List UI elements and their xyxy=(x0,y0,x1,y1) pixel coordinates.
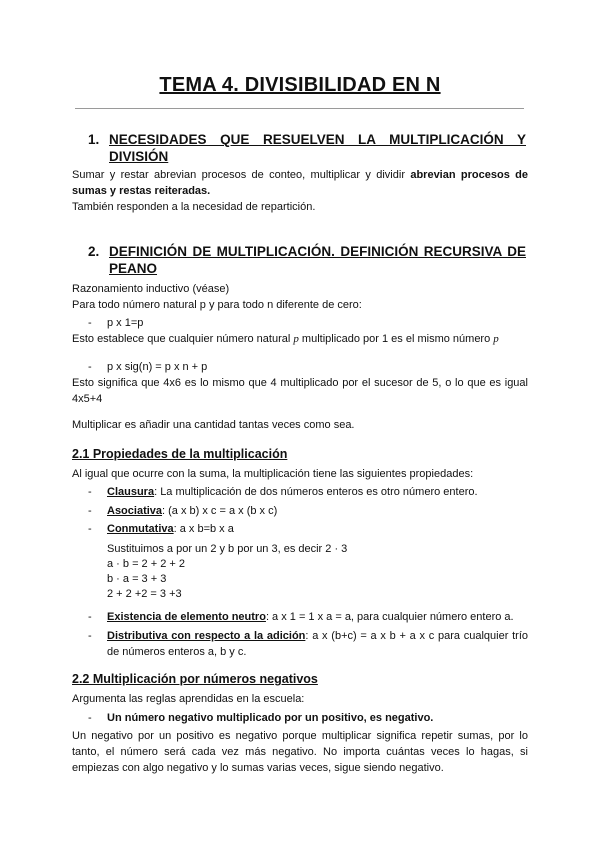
list-item xyxy=(88,315,528,331)
section-2-line-2: Para todo número natural p y para todo n diferente de cero: xyxy=(72,299,362,311)
subsection-2-2-paragraph: Un negativo por un positivo es negativo porque multiplicar significa repetir sumas, por lo tanto, el número será cada vez más negativo. No importa cuántas veces lo hagas, si empiezas con algo negativo y lo sumas varias veces, sigue siendo negativo. xyxy=(72,730,528,774)
subsection-2-2-intro: Argumenta las reglas aprendidas en la escuela: xyxy=(72,693,305,705)
section-2-line-1: Razonamiento inductivo (véase) xyxy=(72,283,230,295)
formula-2-explanation: Esto significa que 4x6 es lo mismo que 4 multiplicado por el sucesor de 5, o lo que es igual 4x5+4 xyxy=(72,377,528,405)
property-label: Asociativa xyxy=(107,505,163,517)
property-label: Clausura xyxy=(107,486,155,498)
property-label: Distributiva con respecto a la adición xyxy=(107,630,306,642)
bullet-dash: - xyxy=(88,712,92,724)
property-text: : a x 1 = 1 x a = a, para cualquier número entero a. xyxy=(265,611,514,623)
formula-1: p x 1=p xyxy=(107,317,144,329)
property-label: Conmutativa xyxy=(107,523,174,535)
example-line: b · a = 3 + 3 xyxy=(107,573,167,585)
example-line: 2 + 2 +2 = 3 +3 xyxy=(107,588,182,600)
variable-p: p xyxy=(293,333,299,345)
explanation-text-mid: multiplicado por 1 es el mismo número xyxy=(298,333,494,345)
bullet-dash: - xyxy=(88,486,92,498)
explanation-text: Esto establece que cualquier número natural xyxy=(72,333,294,345)
list-item xyxy=(88,359,528,375)
property-distributiva xyxy=(88,628,528,660)
rule-item xyxy=(88,710,528,726)
property-conmutativa xyxy=(88,521,528,537)
subsection-2-1-heading: 2.1 Propiedades de la multiplicación xyxy=(72,447,288,461)
section-1-paragraph xyxy=(72,167,528,199)
property-label: Existencia de elemento neutro xyxy=(107,611,266,623)
section-2-number: 2. xyxy=(88,244,100,259)
bullet-dash: - xyxy=(88,361,92,373)
subsection-2-1-intro: Al igual que ocurre con la suma, la multiplicación tiene las siguientes propiedades: xyxy=(72,468,474,480)
property-text: : a x (b+c) = a x b + a x c para cualquier trío de números enteros a, b y c. xyxy=(107,630,529,658)
page-title: TEMA 4. DIVISIBILIDAD EN N xyxy=(159,74,441,96)
bullet-dash: - xyxy=(88,505,92,517)
formula-2: p x sig(n) = p x n + p xyxy=(107,361,208,373)
bullet-dash: - xyxy=(88,523,92,535)
section-1-title: NECESIDADES QUE RESUELVEN LA MULTIPLICACIÓN Y DIVISIÓN xyxy=(109,132,526,164)
section-1-heading xyxy=(88,131,526,165)
section-2-title: DEFINICIÓN DE MULTIPLICACIÓN. DEFINICIÓN RECURSIVA DE PEANO xyxy=(109,244,526,276)
property-text: : La multiplicación de dos números enteros es otro número entero. xyxy=(154,486,478,498)
bullet-dash: - xyxy=(88,317,92,329)
bullet-dash: - xyxy=(88,611,92,623)
rule-text: Un número negativo multiplicado por un positivo, es negativo. xyxy=(107,712,434,724)
formula-1-explanation xyxy=(72,331,528,347)
property-text: : a x b=b x a xyxy=(173,523,234,535)
example-line: a · b = 2 + 2 + 2 xyxy=(107,558,185,570)
section-1-bold-text: abrevian procesos de sumas y restas reiteradas. xyxy=(72,169,529,197)
title-divider xyxy=(75,108,524,109)
property-clausura xyxy=(88,484,528,500)
section-2-heading xyxy=(88,243,526,277)
example-line: Sustituimos a por un 2 y b por un 3, es decir 2 · 3 xyxy=(107,543,348,555)
section-2-summary: Multiplicar es añadir una cantidad tantas veces como sea. xyxy=(72,419,355,431)
property-neutro xyxy=(88,609,528,625)
section-1-number: 1. xyxy=(88,132,100,147)
bullet-dash: - xyxy=(88,630,92,642)
property-asociativa xyxy=(88,503,528,519)
variable-p-2: p xyxy=(493,333,499,345)
subsection-2-2-heading: 2.2 Multiplicación por números negativos xyxy=(72,672,318,686)
section-1-paragraph-2: También responden a la necesidad de repartición. xyxy=(72,201,316,213)
section-1-text: Sumar y restar abrevian procesos de conteo, multiplicar y dividir xyxy=(72,169,411,181)
property-text: : (a x b) x c = a x (b x c) xyxy=(162,505,278,517)
